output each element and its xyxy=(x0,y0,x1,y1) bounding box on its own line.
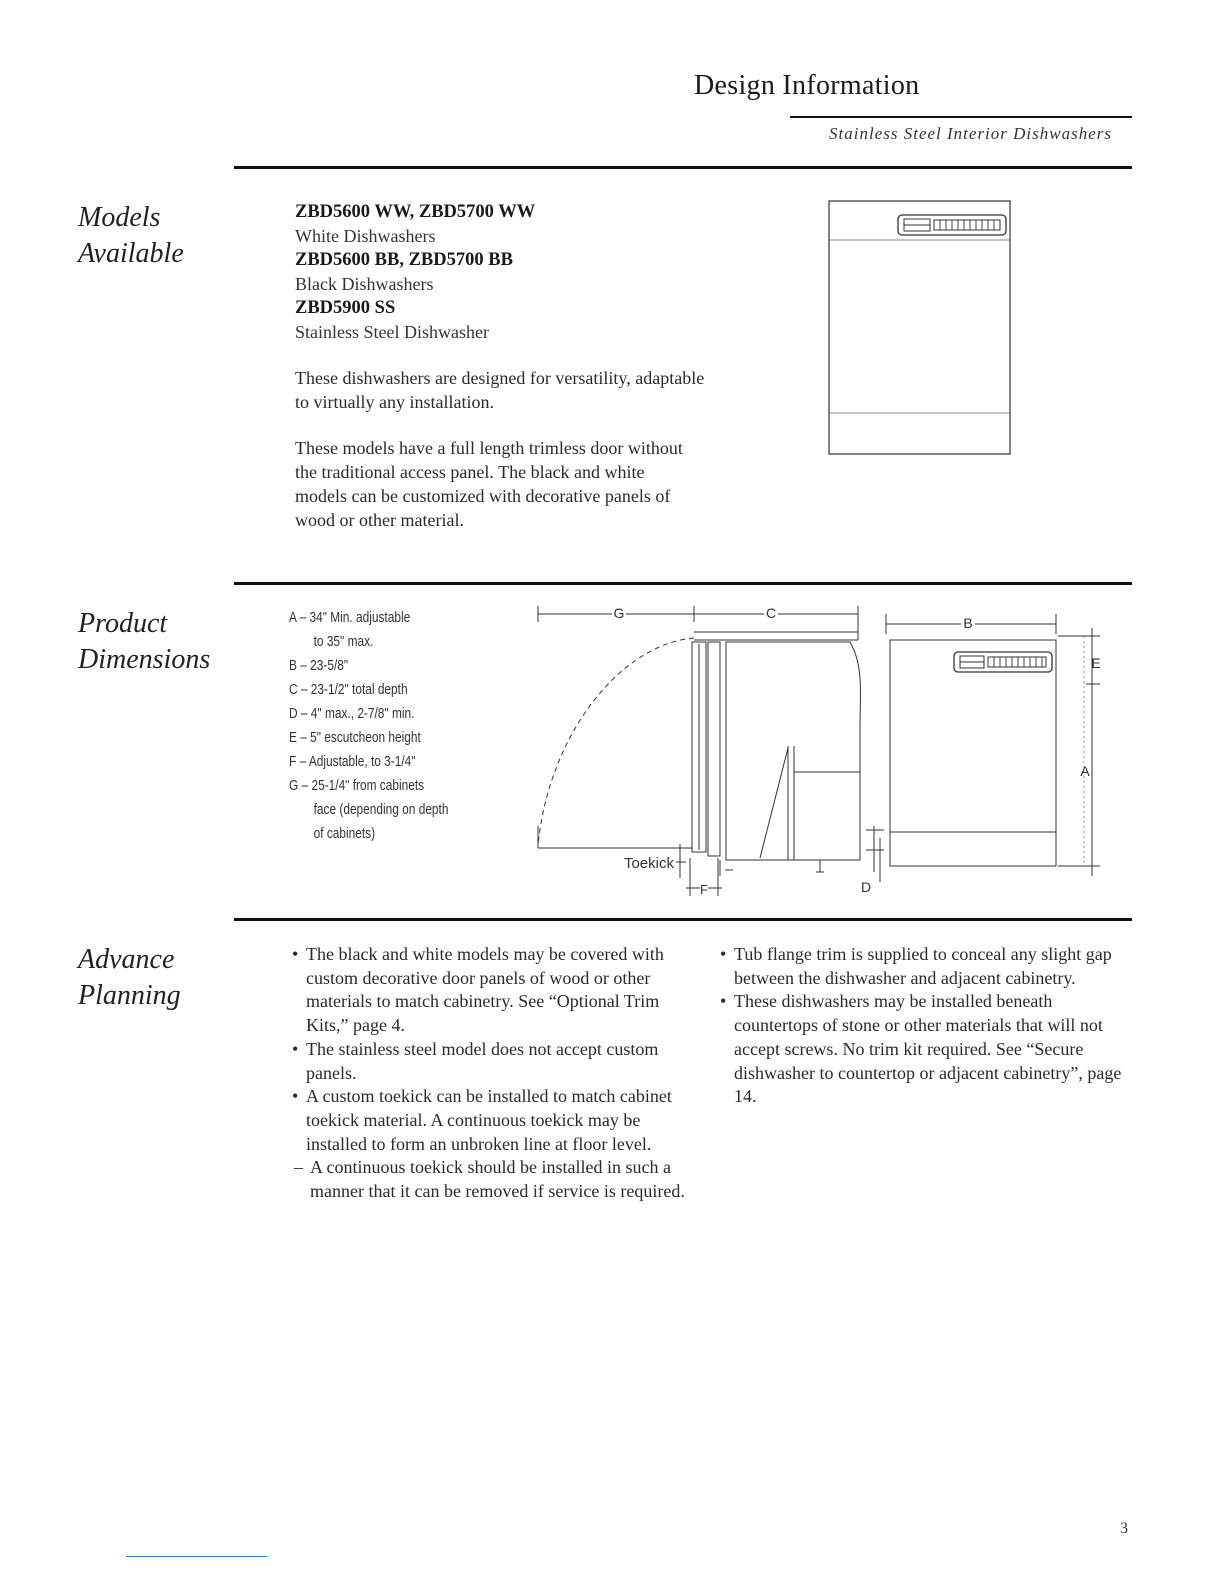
model-description: Black Dishwashers xyxy=(295,274,434,294)
dimension-item: to 35" max. xyxy=(313,634,374,650)
door-paragraph: These models have a full length trimless door without the traditional access panel. The black and white models can be customized with decorative panels of wood or other material. xyxy=(295,438,683,530)
model-description: White Dishwashers xyxy=(295,226,436,246)
dimension-diagram xyxy=(520,596,1120,906)
page-number: 3 xyxy=(1120,1520,1128,1537)
control-panel-icon xyxy=(954,652,1052,672)
dimension-item: G – 25-1/4" from cabinets xyxy=(289,778,425,794)
dimension-item: face (depending on depth xyxy=(313,802,449,818)
dimension-item: F – Adjustable, to 3-1/4" xyxy=(289,754,416,770)
list-sub-item: – A continuous toekick should be installed in such a manner that it can be removed if service is required. xyxy=(286,1156,696,1203)
section-divider xyxy=(234,918,1132,921)
footer-link-line[interactable] xyxy=(126,1556,267,1557)
label-c: C xyxy=(765,605,777,621)
model-description: Stainless Steel Dishwasher xyxy=(295,322,489,342)
dimensions-list xyxy=(289,606,465,846)
section-label-models-available: Models Available xyxy=(78,202,184,269)
dishwasher-front-illustration xyxy=(826,198,1014,458)
dimension-item: B – 23-5/8" xyxy=(289,658,349,674)
section-label-advance-planning: Advance Planning xyxy=(78,944,181,1011)
page-subtitle: Stainless Steel Interior Dishwashers xyxy=(829,124,1112,143)
list-item: • The stainless steel model does not accept custom panels. xyxy=(286,1038,696,1085)
dimension-item: of cabinets) xyxy=(313,826,376,842)
dimension-item: D – 4" max., 2-7/8" min. xyxy=(289,706,415,722)
model-name: ZBD5900 SS xyxy=(295,298,396,318)
label-f: F xyxy=(700,882,708,897)
list-item: • The black and white models may be covered with custom decorative door panels of wood or other materials to match cabinetry. See “Optional Trim Kits,” page 4. xyxy=(286,943,696,1038)
section-label-product-dimensions: Product Dimensions xyxy=(78,608,211,675)
label-a: A xyxy=(1080,763,1090,779)
label-g: G xyxy=(613,605,625,621)
list-item: • A custom toekick can be installed to match cabinet toekick material. A continuous toekick may be installed to form an unbroken line at floor level. xyxy=(286,1085,696,1156)
control-panel-icon xyxy=(898,215,1006,235)
section-divider xyxy=(234,166,1132,169)
dimension-item: A – 34" Min. adjustable xyxy=(289,610,411,626)
models-list xyxy=(295,200,725,532)
header-divider xyxy=(790,116,1132,118)
list-item: • These dishwashers may be installed beneath countertops of stone or other materials that will not accept screws. No trim kit required. See “Secure dishwasher to countertop or adjacent cabinetry”, page 14. xyxy=(714,990,1124,1109)
model-name: ZBD5600 BB, ZBD5700 BB xyxy=(295,250,513,270)
label-b: B xyxy=(963,615,973,631)
page-title: Design Information xyxy=(694,70,920,101)
label-e: E xyxy=(1091,655,1101,671)
dimension-item: C – 23-1/2" total depth xyxy=(289,682,408,698)
section-divider xyxy=(234,582,1132,585)
label-toekick: Toekick xyxy=(623,855,674,872)
model-name: ZBD5600 WW, ZBD5700 WW xyxy=(295,202,536,222)
dimension-item: E – 5" escutcheon height xyxy=(289,730,421,746)
planning-bullets-left xyxy=(286,943,696,1204)
versatility-paragraph: These dishwashers are designed for versatility, adaptable to virtually any installation. xyxy=(295,368,705,412)
list-item: • Tub flange trim is supplied to conceal any slight gap between the dishwasher and adjacent cabinetry. xyxy=(714,943,1124,990)
planning-bullets-right xyxy=(714,943,1124,1109)
label-d: D xyxy=(860,879,872,895)
